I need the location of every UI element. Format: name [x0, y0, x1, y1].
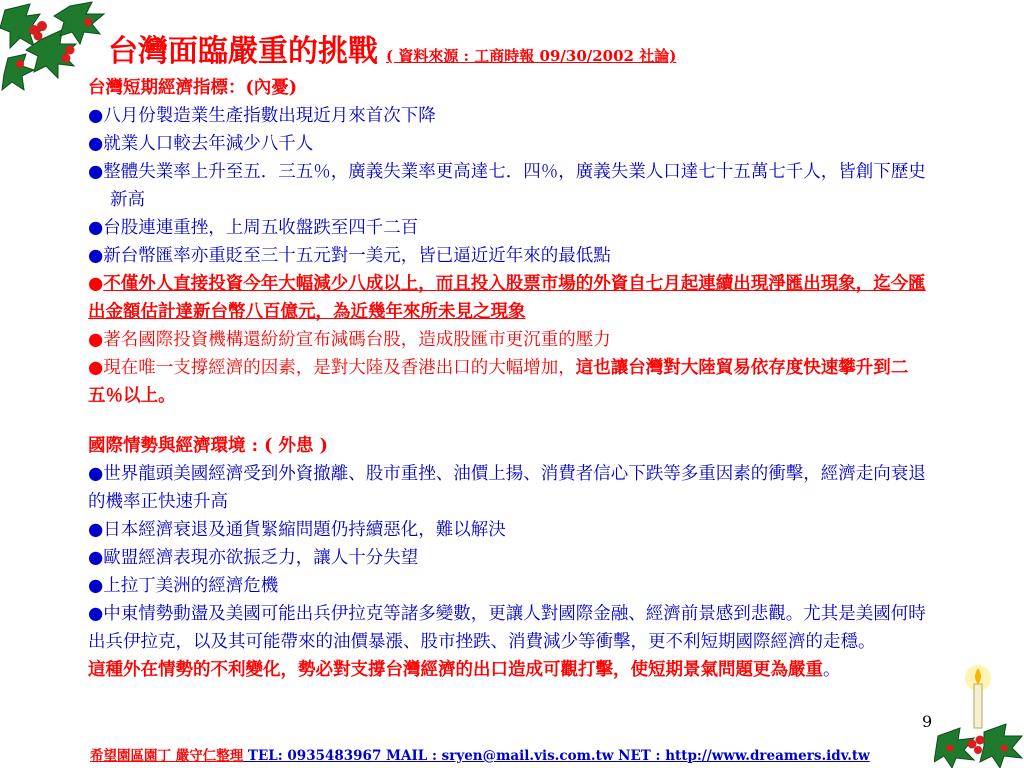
list-item: ●中東情勢動盪及美國可能出兵伊拉克等諸多變數，更讓人對國際金融、經濟前景感到悲觀。尤其是美國何時出兵伊拉克，以及其可能帶來的油價暴漲、股市挫跌、消費減少等衝擊，更不利短期國際經濟的走穩。 — [88, 604, 926, 652]
holly-candle-decoration-icon — [934, 658, 1024, 768]
section-heading-external: 國際情勢與經濟環境 : ( 外患 ) — [88, 436, 328, 456]
footer-contact: TEL: 0935483967 MAIL : sryen@mail.vis.com.tw NET : http://www.dreamers.idv.tw — [243, 748, 870, 764]
list-item-highlight: ●現在唯一支撐經濟的因素，是對大陸及香港出口的大幅增加，這也讓台灣對大陸貿易依存度快速攀升到二五％以上。 — [88, 358, 909, 406]
title-source: ( 資料來源 : 工商時報 09/30/2002 社論) — [386, 47, 677, 65]
footer-author: 希望園區園丁 嚴守仁整理 — [90, 748, 244, 764]
list-item: ●著名國際投資機構還紛紛宣布減碼台股，造成股匯市更沉重的壓力 — [88, 330, 611, 350]
bullet-icon: ● — [88, 576, 104, 596]
list-item: ●就業人口較去年減少八千人 — [88, 134, 314, 154]
slide-title — [108, 26, 676, 70]
page-number: 9 — [922, 712, 933, 731]
bullet-icon: ● — [88, 358, 104, 378]
title-main: 台灣面臨嚴重的挑戰 — [108, 34, 378, 69]
bullet-icon: ● — [88, 464, 104, 484]
list-item: ●世界龍頭美國經濟受到外資撤離、股市重挫、油價上揚、消費者信心下跌等多重因素的衝擊，經濟走向衰退的機率正快速升高 — [88, 464, 926, 512]
list-item: ●上拉丁美洲的經濟危機 — [88, 576, 279, 596]
bullet-icon: ● — [88, 246, 104, 266]
bullet-icon: ● — [88, 106, 104, 126]
bullet-icon: ● — [88, 274, 104, 294]
bullet-icon: ● — [88, 520, 104, 540]
list-item: ●八月份製造業生產指數出現近月來首次下降 — [88, 106, 436, 126]
bullet-icon: ● — [88, 548, 104, 568]
footer — [90, 744, 870, 764]
slide-content — [88, 74, 934, 684]
list-item: ●日本經濟衰退及通貨緊縮問題仍持續惡化，難以解決 — [88, 520, 506, 540]
bullet-icon: ● — [88, 218, 104, 238]
bullet-icon: ● — [88, 162, 104, 182]
bullet-icon: ● — [88, 134, 104, 154]
list-item-highlight: ●不僅外人直接投資今年大幅減少八成以上，而且投入股票市場的外資自七月起連續出現淨匯出現象，迄今匯出金額估計達新台幣八百億元，為近幾年來所未見之現象 — [88, 274, 926, 322]
list-item: ●台股連連重挫，上周五收盤跌至四千二百 — [88, 218, 419, 238]
bullet-icon: ● — [88, 330, 104, 350]
section-heading-internal: 台灣短期經濟指標：(內憂) — [88, 78, 298, 98]
list-item: ●整體失業率上升至五．三五％，廣義失業率更高達七．四％，廣義失業人口達七十五萬七千人，皆創下歷史新高 — [88, 162, 926, 210]
conclusion: 這種外在情勢的不利變化，勢必對支撐台灣經濟的出口造成可觀打擊，使短期景氣問題更為嚴重。 — [88, 660, 841, 680]
list-item: ●新台幣匯率亦重貶至三十五元對一美元，皆已逼近近年來的最低點 — [88, 246, 611, 266]
bullet-icon: ● — [88, 604, 104, 624]
list-item: ●歐盟經濟表現亦欲振乏力，讓人十分失望 — [88, 548, 419, 568]
